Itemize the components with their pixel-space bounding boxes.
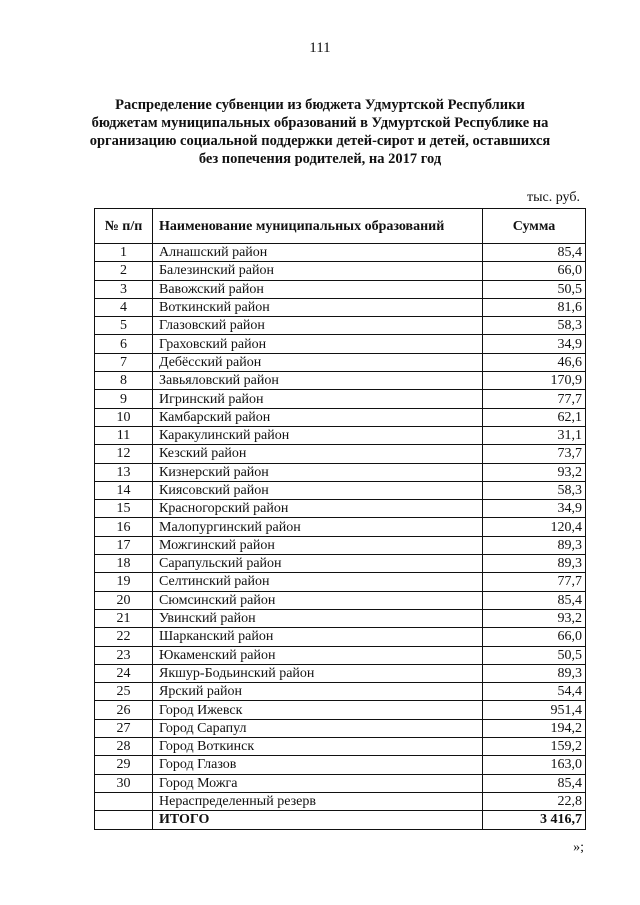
row-sum-cell: 66,0 [483,628,586,646]
table-row [95,463,586,481]
row-name-cell: Кезский район [153,445,483,463]
table-row [95,628,586,646]
title-line: Распределение субвенции из бюджета Удмуртской Республики [115,97,525,113]
row-sum-cell: 46,6 [483,353,586,371]
table-row [95,426,586,444]
row-sum-cell: 54,4 [483,683,586,701]
row-sum-cell: 93,2 [483,463,586,481]
row-name-cell: Вавожский район [153,280,483,298]
row-sum-cell: 66,0 [483,262,586,280]
row-name-cell: Можгинский район [153,536,483,554]
table-row [95,536,586,554]
total-num-cell [95,811,153,829]
row-num-cell: 19 [95,573,153,591]
table-row [95,555,586,573]
table-row [95,481,586,499]
header-name: Наименование муниципальных образований [153,209,483,244]
header-num: № п/п [95,209,153,244]
document-title [80,96,560,168]
row-name-cell: Глазовский район [153,317,483,335]
row-name-cell: Город Ижевск [153,701,483,719]
table-row [95,719,586,737]
row-num-cell: 15 [95,500,153,518]
row-sum-cell: 194,2 [483,719,586,737]
row-num-cell: 20 [95,591,153,609]
row-num-cell: 9 [95,390,153,408]
row-num-cell: 30 [95,774,153,792]
row-num-cell: 10 [95,408,153,426]
row-name-cell: Сюмсинский район [153,591,483,609]
row-num-cell: 23 [95,646,153,664]
table-row [95,298,586,316]
row-num-cell: 21 [95,609,153,627]
row-name-cell: Город Воткинск [153,738,483,756]
row-num-cell: 22 [95,628,153,646]
row-sum-cell: 62,1 [483,408,586,426]
row-sum-cell: 93,2 [483,609,586,627]
table-row [95,591,586,609]
row-name-cell: Нераспределенный резерв [153,792,483,810]
row-sum-cell: 951,4 [483,701,586,719]
row-sum-cell: 85,4 [483,244,586,262]
row-num-cell: 26 [95,701,153,719]
title-line: без попечения родителей, на 2017 год [198,151,442,167]
table-row [95,280,586,298]
units-label: тыс. руб. [527,190,580,205]
table-row [95,244,586,262]
row-num-cell: 1 [95,244,153,262]
table-row [95,646,586,664]
row-name-cell: Шарканский район [153,628,483,646]
row-sum-cell: 89,3 [483,555,586,573]
row-name-cell: Киясовский район [153,481,483,499]
row-num-cell: 14 [95,481,153,499]
row-name-cell: Завьяловский район [153,372,483,390]
row-num-cell: 8 [95,372,153,390]
table-row [95,317,586,335]
table-row [95,738,586,756]
row-num-cell: 28 [95,738,153,756]
total-label-cell: ИТОГО [153,811,483,829]
row-name-cell: Камбарский район [153,408,483,426]
table-row [95,683,586,701]
row-name-cell: Сарапульский район [153,555,483,573]
row-name-cell: Селтинский район [153,573,483,591]
closing-mark: »; [573,840,584,855]
row-name-cell: Граховский район [153,335,483,353]
row-num-cell: 17 [95,536,153,554]
subsidy-table [94,208,586,830]
table-row [95,609,586,627]
row-sum-cell: 120,4 [483,518,586,536]
row-num-cell [95,792,153,810]
row-name-cell: Город Сарапул [153,719,483,737]
row-name-cell: Юкаменский район [153,646,483,664]
row-num-cell: 11 [95,426,153,444]
table-row [95,573,586,591]
row-sum-cell: 89,3 [483,664,586,682]
row-num-cell: 5 [95,317,153,335]
row-sum-cell: 77,7 [483,573,586,591]
row-sum-cell: 58,3 [483,481,586,499]
table-body [95,244,586,830]
row-sum-cell: 58,3 [483,317,586,335]
title-line: организацию социальной поддержки детей-сирот и детей, оставшихся [89,133,551,149]
row-num-cell: 25 [95,683,153,701]
row-sum-cell: 170,9 [483,372,586,390]
row-num-cell: 3 [95,280,153,298]
row-sum-cell: 159,2 [483,738,586,756]
row-num-cell: 24 [95,664,153,682]
table-row [95,262,586,280]
page-number: 111 [309,40,331,56]
row-num-cell: 2 [95,262,153,280]
table-row [95,408,586,426]
row-sum-cell: 77,7 [483,390,586,408]
row-sum-cell: 34,9 [483,335,586,353]
table-row [95,372,586,390]
row-name-cell: Каракулинский район [153,426,483,444]
row-num-cell: 13 [95,463,153,481]
row-name-cell: Красногорский район [153,500,483,518]
table-row [95,353,586,371]
row-sum-cell: 73,7 [483,445,586,463]
row-sum-cell: 163,0 [483,756,586,774]
row-num-cell: 29 [95,756,153,774]
row-name-cell: Балезинский район [153,262,483,280]
row-name-cell: Кизнерский район [153,463,483,481]
row-name-cell: Дебёсский район [153,353,483,371]
row-name-cell: Малопургинский район [153,518,483,536]
header-sum: Сумма [483,209,586,244]
row-sum-cell: 50,5 [483,646,586,664]
row-name-cell: Ярский район [153,683,483,701]
row-num-cell: 7 [95,353,153,371]
row-num-cell: 18 [95,555,153,573]
table-row [95,335,586,353]
table-row [95,701,586,719]
table-row [95,756,586,774]
table-row [95,774,586,792]
row-sum-cell: 50,5 [483,280,586,298]
row-sum-cell: 34,9 [483,500,586,518]
row-name-cell: Увинский район [153,609,483,627]
row-sum-cell: 31,1 [483,426,586,444]
total-sum-cell: 3 416,7 [483,811,586,829]
row-num-cell: 12 [95,445,153,463]
row-name-cell: Город Можга [153,774,483,792]
row-num-cell: 16 [95,518,153,536]
row-sum-cell: 85,4 [483,591,586,609]
row-sum-cell: 85,4 [483,774,586,792]
total-row [95,811,586,829]
row-sum-cell: 22,8 [483,792,586,810]
row-name-cell: Город Глазов [153,756,483,774]
row-sum-cell: 89,3 [483,536,586,554]
row-name-cell: Воткинский район [153,298,483,316]
table-row [95,445,586,463]
table-row [95,390,586,408]
table-row [95,792,586,810]
table-row [95,664,586,682]
row-name-cell: Игринский район [153,390,483,408]
title-line: бюджетам муниципальных образований в Удмуртской Республике на [91,115,549,131]
row-num-cell: 6 [95,335,153,353]
table-row [95,518,586,536]
row-name-cell: Якшур-Бодьинский район [153,664,483,682]
row-num-cell: 27 [95,719,153,737]
table-header-row [95,209,586,244]
row-name-cell: Алнашский район [153,244,483,262]
table-row [95,500,586,518]
row-num-cell: 4 [95,298,153,316]
row-sum-cell: 81,6 [483,298,586,316]
